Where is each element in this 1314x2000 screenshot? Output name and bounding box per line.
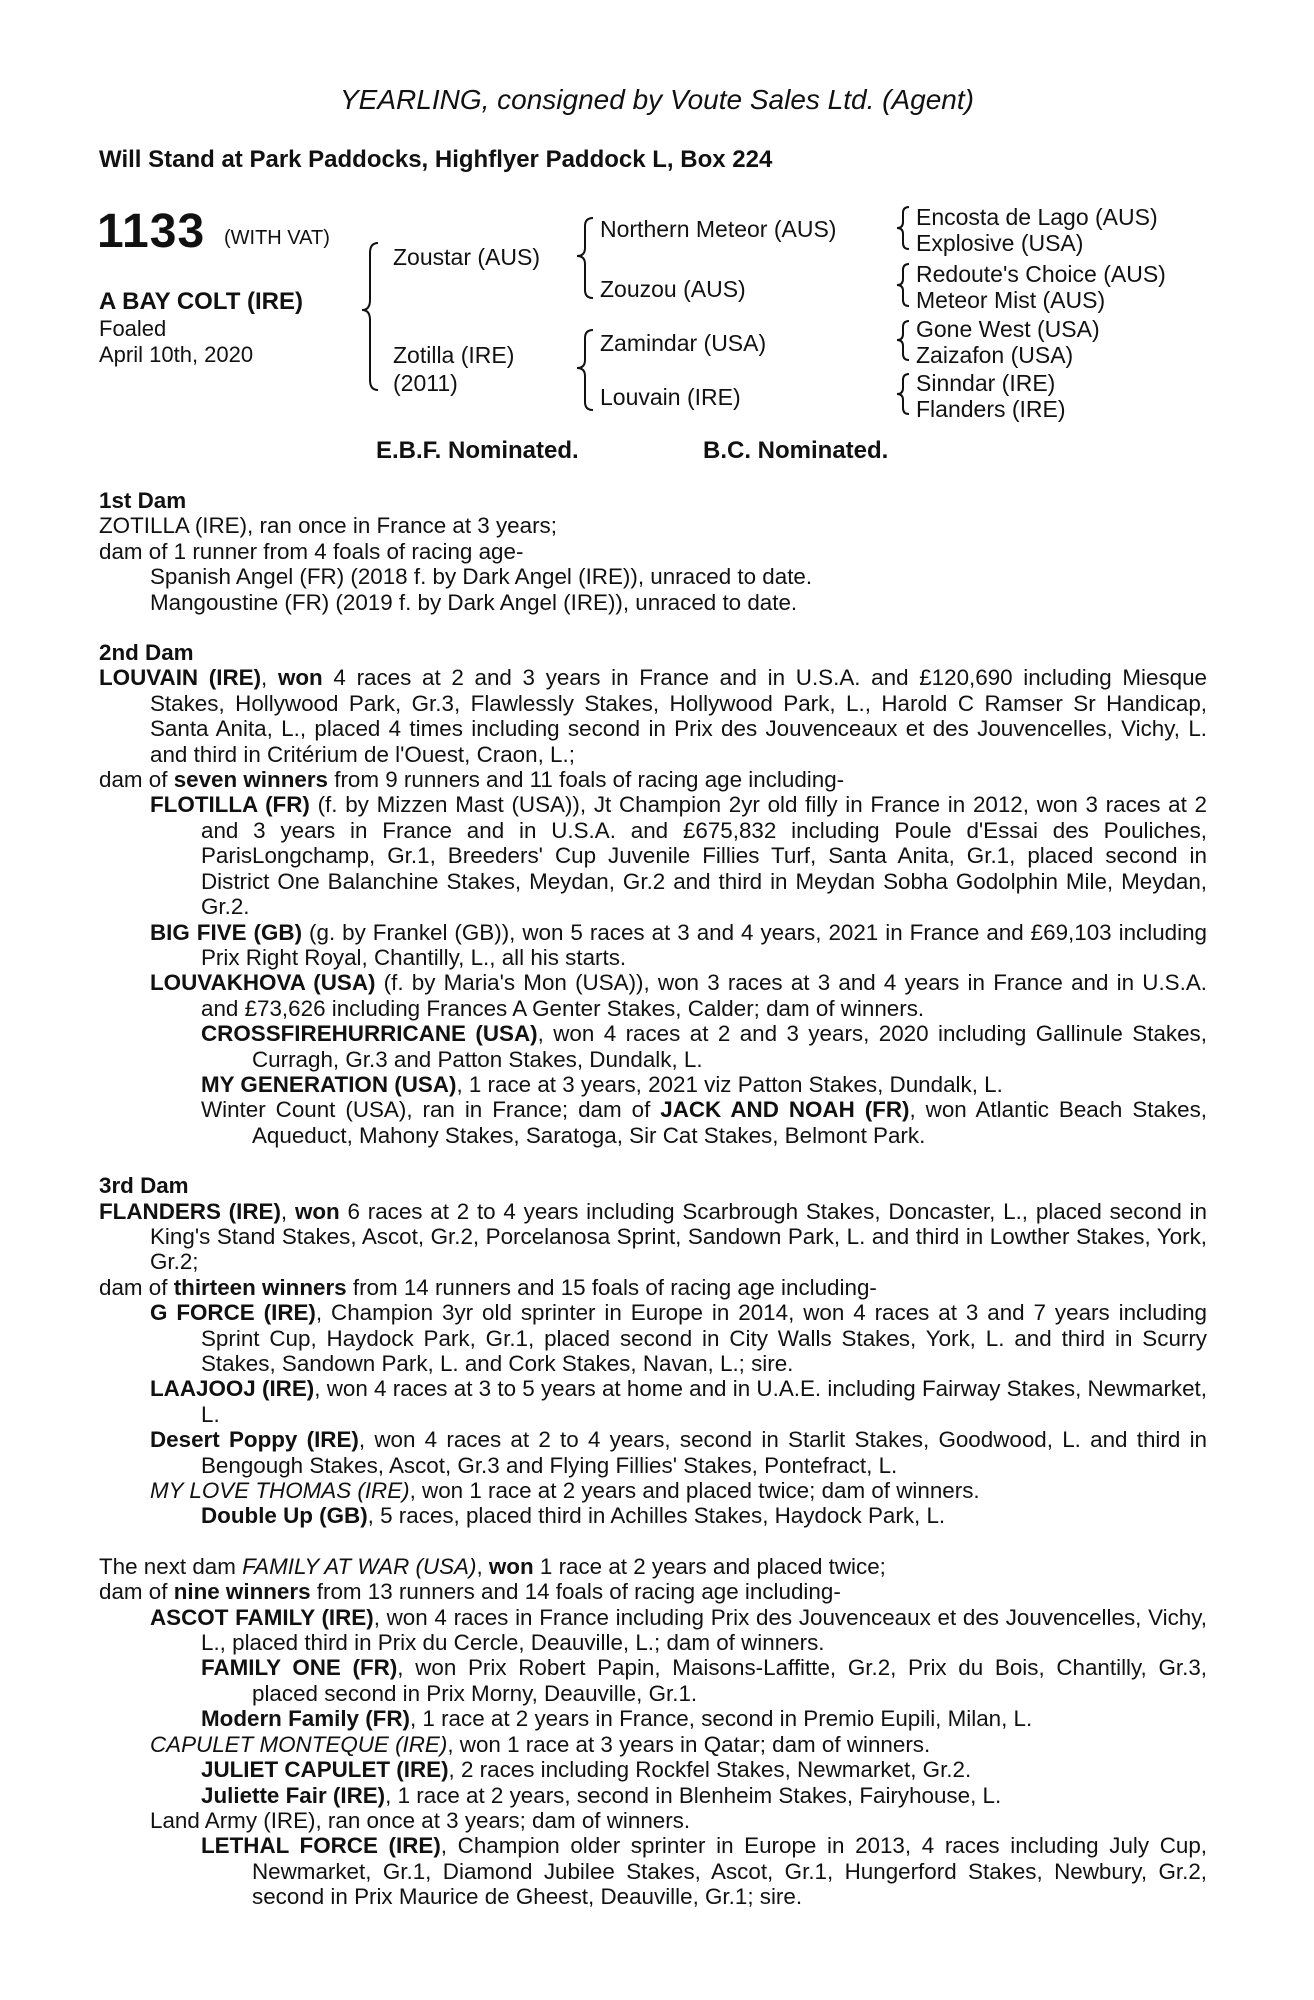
produce-laajooj	[99, 1376, 1207, 1427]
record-text: (g. by Frankel (GB)), won 5 races at 3 and 4 years, 2021 in France and £69,103 including Prix Right Royal, Chantilly, L., all his starts.	[201, 919, 1207, 970]
consignor-heading: YEARLING, consigned by Voute Sales Ltd. (Agent)	[340, 84, 974, 115]
horse-name: CROSSFIREHURRICANE (USA)	[201, 1021, 538, 1047]
horse-name: G FORCE (IRE)	[150, 1300, 316, 1326]
ggp-8: Flanders (IRE)	[916, 396, 1066, 422]
ggp-1: Encosta de Lago (AUS)	[916, 204, 1158, 230]
produce-flotilla	[99, 792, 1207, 919]
produce-my-love-thomas	[99, 1478, 1207, 1503]
produce-modern-family	[99, 1706, 1207, 1731]
won-label: won	[294, 1198, 340, 1224]
horse-name: LOUVAIN (IRE)	[99, 665, 262, 691]
record-text: , won Atlantic Beach Stakes, Aqueduct, Mahony Stakes, Saratoga, Sir Cat Stakes, Belmont Park.	[252, 1097, 1208, 1148]
ggp-3: Redoute's Choice (AUS)	[916, 261, 1166, 287]
horse-name: Double Up (GB)	[201, 1503, 368, 1529]
record-text: 1 race at 2 years and placed twice;	[533, 1553, 886, 1579]
third-dam-record: FLANDERS (IRE), won 6 races at 2 to 4 years including Scarbrough Stakes, Doncaster, L., placed second in King's Stand Stakes, Ascot, Gr.2, Porcelanosa Sprint, Sandown Park, L. and third in Lowther Stakes, York, Gr.2;	[99, 1198, 1207, 1275]
horse-name: JACK AND NOAH (FR)	[660, 1097, 910, 1123]
record-text: , won 4 races in France including Prix des Jouvenceaux et des Jouvencelles, Vichy, L., placed third in Prix du Cercle, Deauville, L.; dam of winners.	[201, 1604, 1207, 1656]
ggp-7: Sinndar (IRE)	[916, 370, 1056, 396]
produce-family-one	[99, 1655, 1207, 1706]
foaled-label: Foaled	[99, 316, 167, 341]
produce-double-up	[99, 1503, 1207, 1528]
dam-dam: Louvain (IRE)	[600, 384, 741, 410]
text: dam of	[99, 1274, 174, 1300]
dam-sire: Zamindar (USA)	[600, 330, 767, 356]
first-dam-line: ZOTILLA (IRE), ran once in France at 3 years;	[99, 513, 557, 539]
sire-dam: Zouzou (AUS)	[600, 276, 746, 302]
sire: Zoustar (AUS)	[393, 244, 540, 270]
produce-louvakhova	[99, 970, 1207, 1021]
record-text: , won Prix Robert Papin, Maisons-Laffitte, Gr.2, Prix du Bois, Chantilly, Gr.3, placed second in Prix Morny, Deauville, Gr.1.	[252, 1655, 1207, 1706]
produce-big-five	[99, 920, 1207, 971]
horse-name: CAPULET MONTEQUE (IRE)	[150, 1731, 448, 1757]
produce-winter-count	[99, 1097, 1207, 1148]
record-text: 6 races at 2 to 4 years including Scarbrough Stakes, Doncaster, L., placed second in King's Stand Stakes, Ascot, Gr.2, Porcelanosa Sprint, Sandown Park, L. and third in Lowther Stakes, York, Gr.2;	[150, 1198, 1207, 1275]
horse-name: FAMILY ONE (FR)	[201, 1655, 398, 1681]
next-dam-record: The next dam FAMILY AT WAR (USA), won 1 race at 2 years and placed twice;	[99, 1553, 886, 1579]
winners-count: nine winners	[173, 1579, 311, 1605]
record-text: , 1 race at 2 years, second in Blenheim Stakes, Fairyhouse, L.	[385, 1782, 1002, 1808]
produce-juliet-capulet	[99, 1757, 1207, 1782]
dam-year: (2011)	[393, 370, 458, 396]
horse-name: LAAJOOJ (IRE)	[150, 1376, 315, 1402]
produce-lethal-force	[99, 1833, 1207, 1909]
first-dam-produce-summary: dam of 1 runner from 4 foals of racing age-	[99, 538, 524, 564]
second-dam-heading: 2nd Dam	[99, 640, 194, 666]
record-text: , Champion older sprinter in Europe in 2013, 4 races including July Cup, Newmarket, Gr.1, Diamond Jubilee Stakes, Ascot, Gr.1, Hungerford Stakes, Newbury, Gr.2, second in Prix Maurice de Gheest, Deauville, Gr.1; sire.	[252, 1833, 1207, 1910]
record-text: (f. by Maria's Mon (USA)), won 3 races at 3 and 4 years in France and in U.S.A. and £73,626 including Frances A Genter Stakes, Calder; dam of winners.	[201, 970, 1207, 1021]
record-text: , won 4 races at 3 to 5 years at home and in U.A.E. including Fairway Stakes, Newmarket, L.	[201, 1376, 1207, 1427]
record-text: , won 1 race at 3 years in Qatar; dam of winners.	[447, 1731, 931, 1757]
produce-desert-poppy	[99, 1427, 1207, 1478]
produce-mangoustine: Mangoustine (FR) (2019 f. by Dark Angel (IRE)), unraced to date.	[150, 589, 798, 615]
produce-my-generation	[99, 1072, 1207, 1097]
horse-name: BIG FIVE (GB)	[150, 919, 303, 945]
horse-name: MY GENERATION (USA)	[201, 1071, 457, 1097]
horse-name: Desert Poppy (IRE)	[150, 1427, 359, 1453]
third-dam-heading: 3rd Dam	[99, 1173, 189, 1199]
next-dam-produce-summary	[99, 1579, 1207, 1604]
vat-label: (WITH VAT)	[224, 227, 330, 249]
foaled-date: April 10th, 2020	[99, 342, 254, 367]
horse-name: LETHAL FORCE (IRE)	[201, 1833, 441, 1859]
sire-sire: Northern Meteor (AUS)	[600, 216, 837, 242]
produce-g-force	[99, 1300, 1207, 1376]
catalogue-body	[99, 488, 1207, 1910]
ebf-nomination: E.B.F. Nominated.	[376, 437, 579, 464]
produce-land-army: Land Army (IRE), ran once at 3 years; dam of winners.	[150, 1807, 691, 1833]
record-text: , won 1 race at 2 years and placed twice; dam of winners.	[409, 1478, 980, 1504]
second-dam-produce-summary	[99, 767, 1207, 792]
record-text: Winter Count (USA), ran in France; dam of	[201, 1097, 661, 1123]
ggp-6: Zaizafon (USA)	[916, 342, 1074, 368]
bc-nomination: B.C. Nominated.	[703, 437, 889, 464]
produce-ascot-family	[99, 1605, 1207, 1656]
record-text: , won 4 races at 2 to 4 years, second in Starlit Stakes, Goodwood, L. and third in Bengough Stakes, Ascot, Gr.3 and Flying Fillies' Stakes, Pontefract, L.	[201, 1427, 1207, 1478]
horse-name: Modern Family (FR)	[201, 1706, 410, 1732]
dam: Zotilla (IRE)	[393, 342, 515, 368]
text: from 9 runners and 11 foals of racing age including-	[328, 767, 845, 793]
text: from 14 runners and 15 foals of racing age including-	[346, 1274, 877, 1300]
record-text: , won 4 races at 2 and 3 years, 2020 including Gallinule Stakes, Curragh, Gr.3 and Patton Stakes, Dundalk, L.	[252, 1021, 1207, 1072]
winners-count: thirteen winners	[173, 1274, 347, 1300]
lot-number: 1133	[97, 205, 206, 258]
record-text: , 2 races including Rockfel Stakes, Newmarket, Gr.2.	[448, 1757, 972, 1783]
horse-name: FAMILY AT WAR (USA)	[242, 1553, 477, 1579]
horse-name: Juliette Fair (IRE)	[201, 1782, 386, 1808]
produce-spanish-angel: Spanish Angel (FR) (2018 f. by Dark Angel (IRE)), unraced to date.	[150, 564, 813, 590]
horse-name: JULIET CAPULET (IRE)	[201, 1757, 449, 1783]
produce-crossfirehurricane	[99, 1021, 1207, 1072]
stand-location: Will Stand at Park Paddocks, Highflyer Paddock L, Box 224	[99, 146, 773, 173]
ggp-4: Meteor Mist (AUS)	[916, 287, 1106, 313]
record-text: , Champion 3yr old sprinter in Europe in 2014, won 4 races at 3 and 7 years including Sprint Cup, Haydock Park, Gr.1, placed second in City Walls Stakes, York, L. and third in Scurry Stakes, Sandown Park, L. and Cork Stakes, Navan, L.; sire.	[201, 1300, 1207, 1376]
record-text: (f. by Mizzen Mast (USA)), Jt Champion 2yr old filly in France in 2012, won 3 races at 2 and 3 years in France and in U.S.A. and £675,832 including Poule d'Essai des Pouliches, ParisLongchamp, Gr.1, Breeders' Cup Juvenile Fillies Turf, Santa Anita, Gr.1, placed second in District One Balanchine Stakes, Meydan, Gr.2 and third in Meydan Sobha Godolphin Mile, Meydan, Gr.2.	[201, 792, 1208, 920]
text: dam of	[99, 767, 174, 793]
horse-name: ASCOT FAMILY (IRE)	[150, 1604, 374, 1630]
ggp-2: Explosive (USA)	[916, 230, 1084, 256]
record-text: , 5 races, placed third in Achilles Stakes, Haydock Park, L.	[367, 1503, 946, 1529]
produce-juliette-fair	[99, 1783, 1207, 1808]
horse-name: FLANDERS (IRE)	[99, 1198, 281, 1224]
record-text: 4 races at 2 and 3 years in France and in U.S.A. and £120,690 including Miesque Stakes, Hollywood Park, Gr.3, Flawlessly Stakes, Hollywood Park, L., Harold C Ramser Sr Handicap, Santa Anita, L., placed 4 times including second in Prix des Jouvenceaux et des Jouvencelles, Vichy, L. and third in Critérium de l'Ouest, Craon, L.;	[150, 665, 1207, 767]
second-dam-record: LOUVAIN (IRE), won 4 races at 2 and 3 years in France and in U.S.A. and £120,690 including Miesque Stakes, Hollywood Park, Gr.3, Flawlessly Stakes, Hollywood Park, L., Harold C Ramser Sr Handicap, Santa Anita, L., placed 4 times including second in Prix des Jouvenceaux et des Jouvencelles, Vichy, L. and third in Critérium de l'Ouest, Craon, L.;	[99, 665, 1207, 767]
horse-name: FLOTILLA (FR)	[150, 792, 310, 818]
won-label: won	[277, 665, 323, 691]
lot-description: A BAY COLT (IRE)	[99, 288, 304, 315]
horse-name: LOUVAKHOVA (USA)	[150, 970, 376, 996]
produce-capulet-monteque	[99, 1732, 1207, 1757]
text: from 13 runners and 14 foals of racing age including-	[310, 1579, 841, 1605]
record-text: , 1 race at 3 years, 2021 viz Patton Stakes, Dundalk, L.	[456, 1071, 1003, 1097]
text: dam of	[99, 1579, 174, 1605]
record-text: , 1 race at 2 years in France, second in Premio Eupili, Milan, L.	[409, 1706, 1033, 1732]
horse-name: MY LOVE THOMAS (IRE)	[150, 1478, 410, 1504]
third-dam-produce-summary	[99, 1275, 1207, 1300]
first-dam-heading: 1st Dam	[99, 488, 187, 513]
won-label: won	[488, 1553, 534, 1579]
text: The next dam	[99, 1553, 243, 1579]
ggp-5: Gone West (USA)	[916, 316, 1100, 342]
winners-count: seven winners	[173, 767, 329, 793]
